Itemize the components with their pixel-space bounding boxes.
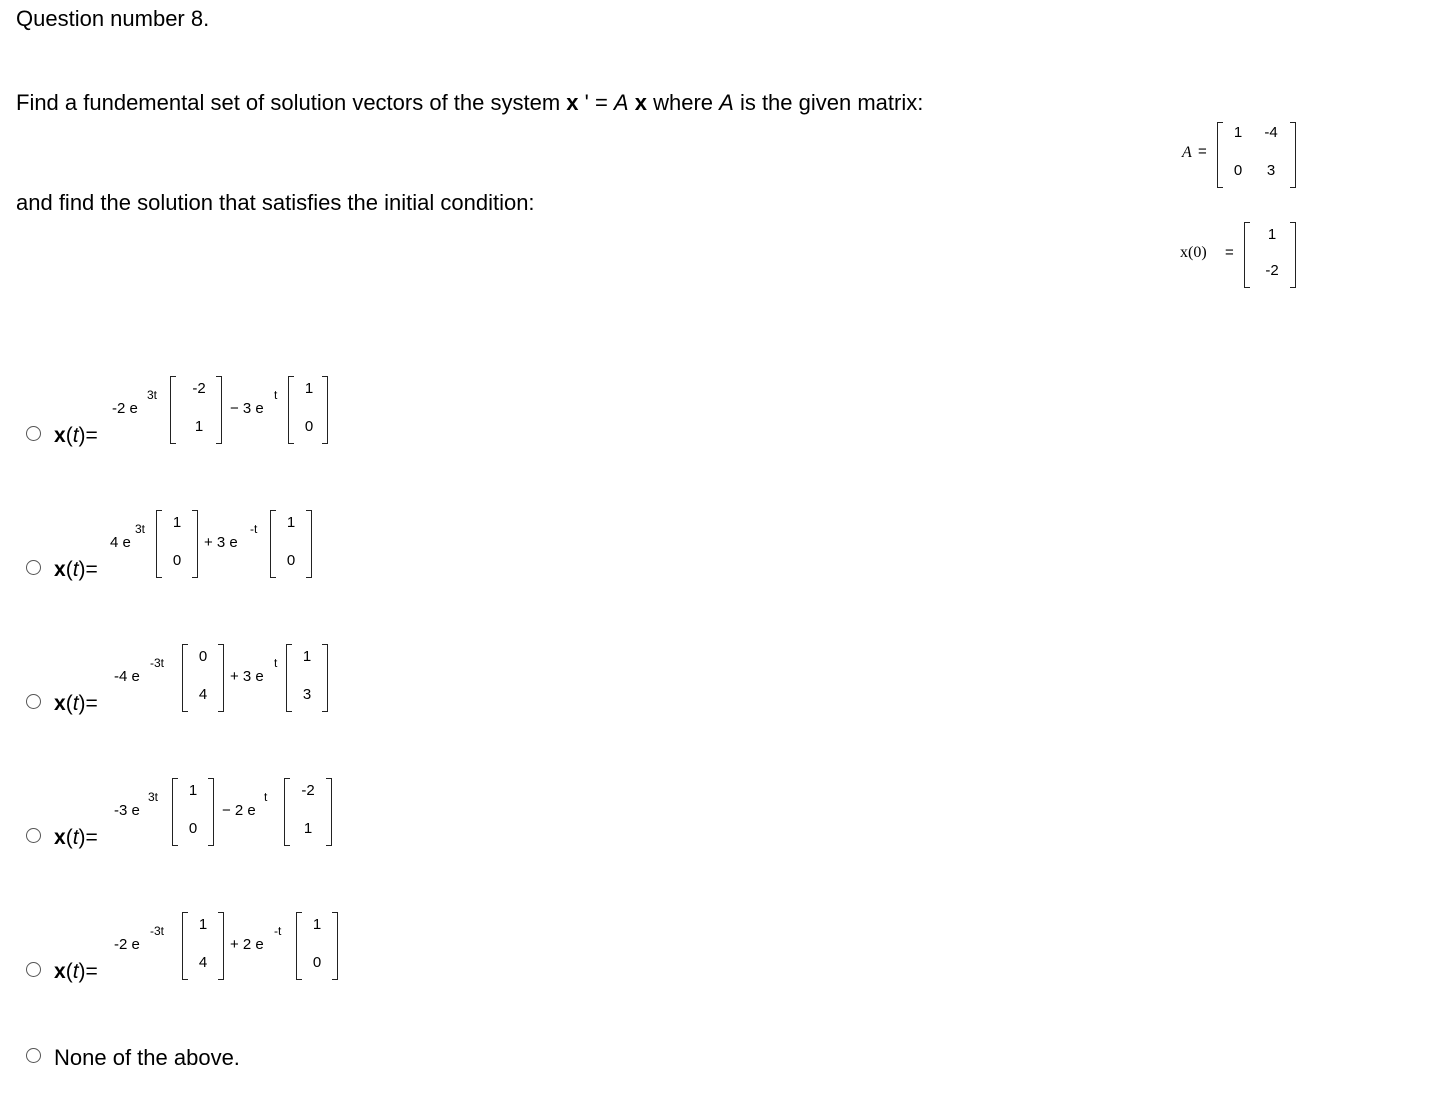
option-4-coef: -3 e — [114, 802, 140, 819]
prompt-text-1: Find a fundemental set of solution vectors of the system — [16, 90, 567, 115]
option-2-vector1-right-bracket — [192, 510, 198, 578]
option-3-exponent: -3t — [150, 656, 165, 670]
option-3-operator: + 3 e — [230, 668, 264, 685]
option-4-vector2-left-bracket — [284, 778, 290, 846]
option-none-label: None of the above. — [54, 1045, 240, 1070]
matrix-a-cell: -4 — [1264, 124, 1278, 141]
option-1-coef: -2 e — [112, 400, 138, 417]
option-3-radio[interactable] — [26, 694, 41, 709]
option-1-label: x(t)= — [54, 424, 98, 447]
option-5-operator: + 2 e — [230, 936, 264, 953]
initial-vector-cell: -2 — [1265, 262, 1279, 279]
option-3-expression — [114, 642, 334, 714]
option-3-exponent-2: t — [274, 656, 278, 670]
matrix-a-cell: 0 — [1233, 162, 1243, 179]
option-2-coef: 4 e — [110, 534, 131, 551]
prompt-vector-x-2: x — [634, 90, 647, 115]
matrix-a-label: A — [1182, 144, 1192, 161]
option-2-exponent: 3t — [135, 522, 146, 536]
option-3-label: x(t)= — [54, 692, 98, 715]
option-4-vector1-right-bracket — [208, 778, 214, 846]
option-5-coef: -2 e — [114, 936, 140, 953]
matrix-a-cell: 1 — [1233, 124, 1243, 141]
prompt-matrix-a: A — [613, 90, 629, 115]
option-1-exponent-2: t — [274, 388, 278, 402]
matrix-a-cell: 3 — [1266, 162, 1276, 179]
option-4-operator: − 2 e — [222, 802, 256, 819]
option-1-vector2-right-bracket — [322, 376, 328, 444]
option-4-vector2-cell: 1 — [303, 820, 313, 837]
option-3-vector1-left-bracket — [182, 644, 188, 712]
option-5-exponent-2: -t — [274, 924, 282, 938]
option-6-radio[interactable] — [26, 1048, 41, 1063]
prompt-matrix-a-2: A — [719, 90, 734, 115]
option-5-vector1-cell: 4 — [198, 954, 208, 971]
option-4-radio[interactable] — [26, 828, 41, 843]
option-1-vector2-cell: 0 — [304, 418, 314, 435]
option-5-label: x(t)= — [54, 960, 98, 983]
option-3-vector1-cell: 0 — [198, 648, 208, 665]
matrix-a-left-bracket — [1217, 122, 1223, 188]
initial-vector-equals: = — [1225, 244, 1234, 261]
option-3-vector1-right-bracket — [218, 644, 224, 712]
option-5-vector2-cell: 0 — [312, 954, 322, 971]
option-1-exponent: 3t — [147, 388, 158, 402]
prompt-text-2: ' = — [578, 90, 614, 115]
option-2-radio[interactable] — [26, 560, 41, 575]
option-1-vector1-left-bracket — [170, 376, 176, 444]
option-5-vector1-cell: 1 — [198, 916, 208, 933]
option-1-vector1-right-bracket — [216, 376, 222, 444]
option-3-vector2-left-bracket — [286, 644, 292, 712]
question-number: Question number 8. — [16, 6, 210, 31]
matrix-a-right-bracket — [1290, 122, 1296, 188]
option-2-vector2-right-bracket — [306, 510, 312, 578]
option-2-vector2-cell: 0 — [286, 552, 296, 569]
option-4-exponent: 3t — [148, 790, 159, 804]
initial-vector-label: x(0) — [1180, 244, 1207, 261]
option-2-vector1-left-bracket — [156, 510, 162, 578]
option-1-radio[interactable] — [26, 426, 41, 441]
option-1-operator: − 3 e — [230, 400, 264, 417]
option-4-vector1-cell: 1 — [188, 782, 198, 799]
option-3-vector2-right-bracket — [322, 644, 328, 712]
option-5-vector1-right-bracket — [218, 912, 224, 980]
option-3-vector2-cell: 1 — [302, 648, 312, 665]
option-4-vector1-cell: 0 — [188, 820, 198, 837]
initial-vector-right-bracket — [1290, 222, 1296, 288]
option-5-exponent: -3t — [150, 924, 165, 938]
option-1-vector1-cell: -2 — [192, 380, 206, 397]
option-4-expression — [114, 776, 344, 848]
option-5-vector2-right-bracket — [332, 912, 338, 980]
option-2-expression — [110, 508, 320, 580]
option-5-vector2-left-bracket — [296, 912, 302, 980]
option-2-vector1-cell: 1 — [172, 514, 182, 531]
prompt-text-3: where — [646, 90, 720, 115]
option-3-coef: -4 e — [114, 668, 140, 685]
prompt-text-4: is the given matrix: — [733, 90, 924, 115]
option-4-vector2-cell: -2 — [301, 782, 315, 799]
matrix-a-equals: = — [1198, 143, 1207, 160]
option-1-vector1-cell: 1 — [194, 418, 204, 435]
option-4-exponent-2: t — [264, 790, 268, 804]
option-4-vector1-left-bracket — [172, 778, 178, 846]
option-5-vector1-left-bracket — [182, 912, 188, 980]
option-4-label: x(t)= — [54, 826, 98, 849]
question-prompt — [16, 90, 923, 116]
initial-condition-text: and find the solution that satisfies the initial condition: — [16, 190, 535, 215]
option-2-vector2-cell: 1 — [286, 514, 296, 531]
option-3-vector1-cell: 4 — [198, 686, 208, 703]
option-2-operator: + 3 e — [204, 534, 238, 551]
option-1-expression — [112, 374, 342, 446]
option-5-expression — [114, 910, 344, 982]
option-1-vector2-cell: 1 — [304, 380, 314, 397]
initial-vector-display — [1178, 220, 1300, 290]
initial-vector-cell: 1 — [1267, 226, 1277, 243]
option-4-vector2-right-bracket — [326, 778, 332, 846]
option-3-vector2-cell: 3 — [302, 686, 312, 703]
option-5-radio[interactable] — [26, 962, 41, 977]
prompt-vector-x: x — [566, 90, 579, 115]
option-2-vector1-cell: 0 — [172, 552, 182, 569]
initial-vector-left-bracket — [1244, 222, 1250, 288]
option-1-vector2-left-bracket — [288, 376, 294, 444]
option-5-vector2-cell: 1 — [312, 916, 322, 933]
matrix-a-display — [1180, 118, 1300, 190]
option-2-vector2-left-bracket — [270, 510, 276, 578]
option-2-label: x(t)= — [54, 558, 98, 581]
option-2-exponent-2: -t — [250, 522, 258, 536]
